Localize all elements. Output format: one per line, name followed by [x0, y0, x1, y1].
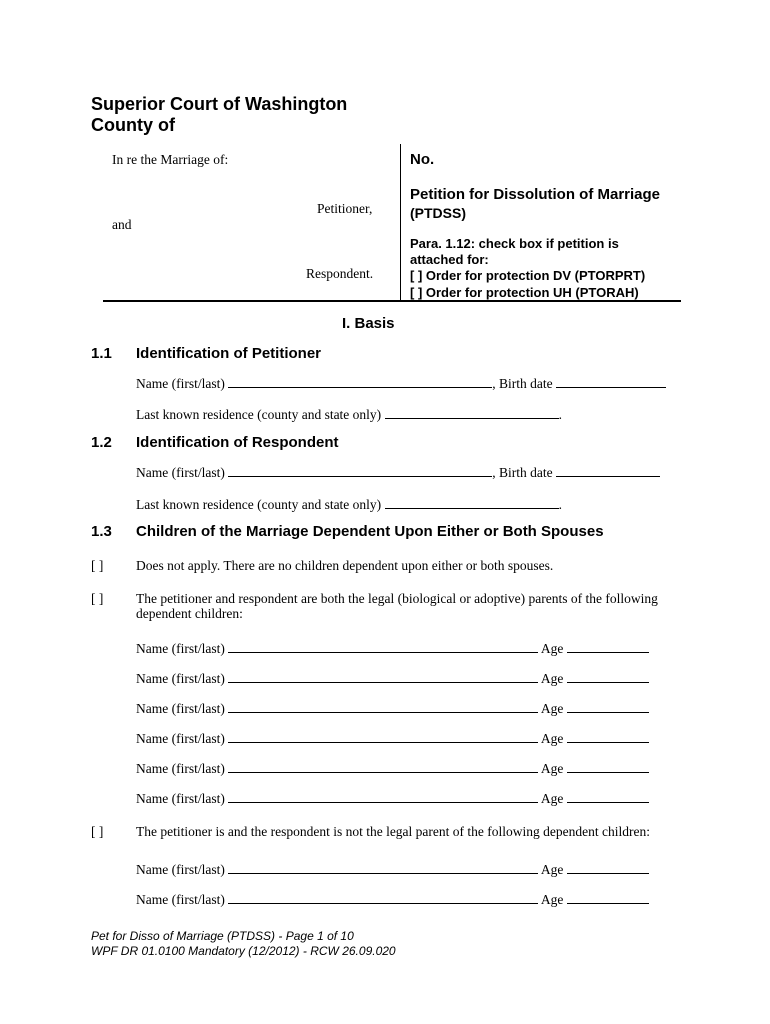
child-name-label: Name (first/last) — [136, 701, 225, 716]
child-name-label: Name (first/last) — [136, 761, 225, 776]
child-age-field[interactable] — [567, 730, 649, 743]
respondent-name-label: Name (first/last) — [136, 465, 225, 480]
section-1-2-title: Identification of Respondent — [136, 434, 339, 451]
respondent-residence-label: Last known residence (county and state only) — [136, 497, 382, 512]
child-name-label: Name (first/last) — [136, 671, 225, 686]
child-name-field[interactable] — [228, 640, 538, 653]
child-name-field[interactable] — [228, 700, 538, 713]
respondent-birth-label: , Birth date — [492, 465, 553, 480]
child-row — [136, 640, 649, 670]
child-row — [136, 891, 649, 921]
checkbox-both-parents[interactable]: [ ] — [91, 591, 104, 606]
document-code: (PTDSS) — [410, 205, 466, 221]
period: . — [558, 497, 562, 512]
child-age-field[interactable] — [567, 790, 649, 803]
child-age-field[interactable] — [567, 891, 649, 904]
court-header — [91, 94, 347, 136]
child-row — [136, 730, 649, 760]
option-protection-uh[interactable]: [ ] Order for protection UH (PTORAH) — [410, 285, 639, 300]
court-name: Superior Court of Washington — [91, 94, 348, 114]
case-number-label: No. — [410, 151, 435, 168]
footer-line-1: Pet for Disso of Marriage (PTDSS) - Page 1 of 10 — [91, 929, 354, 943]
and-label: and — [112, 217, 132, 232]
petitioner-name-row — [136, 375, 666, 392]
para-note-2: attached for: — [410, 252, 489, 267]
child-age-label: Age — [540, 892, 564, 907]
section-1-1-number: 1.1 — [91, 345, 112, 362]
child-name-field[interactable] — [228, 760, 538, 773]
petitioner-residence-row — [136, 406, 562, 423]
child-age-label: Age — [540, 671, 564, 686]
petitioner-residence-field[interactable] — [385, 406, 559, 419]
petitioner-birth-label: , Birth date — [492, 376, 553, 391]
option-petitioner-only: The petitioner is and the respondent is not the legal parent of the following dependent children: — [136, 824, 650, 839]
section-1-1-title: Identification of Petitioner — [136, 345, 322, 362]
checkbox-does-not-apply[interactable]: [ ] — [91, 558, 104, 573]
child-age-field[interactable] — [567, 670, 649, 683]
caption-divider-vertical — [400, 144, 401, 300]
child-age-label: Age — [540, 761, 564, 776]
child-name-label: Name (first/last) — [136, 731, 225, 746]
child-row — [136, 760, 649, 790]
child-name-field[interactable] — [228, 790, 538, 803]
respondent-name-row — [136, 464, 660, 481]
child-age-field[interactable] — [567, 760, 649, 773]
child-name-label: Name (first/last) — [136, 892, 225, 907]
child-name-label: Name (first/last) — [136, 641, 225, 656]
caption-divider-horizontal — [103, 300, 681, 302]
child-age-label: Age — [540, 791, 564, 806]
section-1-3-title: Children of the Marriage Dependent Upon Either or Both Spouses — [136, 523, 604, 540]
option-both-parents-line2: dependent children: — [136, 606, 243, 621]
child-name-label: Name (first/last) — [136, 862, 225, 877]
petitioner-birth-field[interactable] — [556, 375, 666, 388]
county-label: County of — [91, 115, 175, 135]
para-note: Para. 1.12: check box if petition is — [410, 236, 619, 251]
checkbox-petitioner-only[interactable]: [ ] — [91, 824, 104, 839]
child-row — [136, 670, 649, 700]
child-age-field[interactable] — [567, 861, 649, 874]
child-name-field[interactable] — [228, 861, 538, 874]
page-footer — [91, 929, 396, 959]
children-list-petitioner — [136, 861, 649, 921]
respondent-residence-row — [136, 496, 562, 513]
child-name-field[interactable] — [228, 730, 538, 743]
child-row — [136, 700, 649, 730]
respondent-name-field[interactable] — [228, 464, 492, 477]
section-1-2-number: 1.2 — [91, 434, 112, 451]
child-age-label: Age — [540, 641, 564, 656]
document-title: Petition for Dissolution of Marriage — [410, 186, 661, 203]
child-age-label: Age — [540, 862, 564, 877]
option-protection-dv[interactable]: [ ] Order for protection DV (PTORPRT) — [410, 268, 646, 283]
child-row — [136, 861, 649, 891]
child-age-field[interactable] — [567, 700, 649, 713]
section-1-3-number: 1.3 — [91, 523, 112, 540]
child-age-label: Age — [540, 701, 564, 716]
respondent-birth-field[interactable] — [556, 464, 660, 477]
child-name-field[interactable] — [228, 670, 538, 683]
child-name-label: Name (first/last) — [136, 791, 225, 806]
petitioner-name-field[interactable] — [228, 375, 492, 388]
footer-line-2: WPF DR 01.0100 Mandatory (12/2012) - RCW 26.09.020 — [91, 944, 396, 958]
petitioner-residence-label: Last known residence (county and state only) — [136, 407, 382, 422]
option-does-not-apply: Does not apply. There are no children dependent upon either or both spouses. — [136, 558, 554, 573]
child-row — [136, 790, 649, 820]
child-age-field[interactable] — [567, 640, 649, 653]
respondent-label: Respondent. — [306, 266, 374, 281]
in-re-label: In re the Marriage of: — [112, 152, 229, 167]
child-age-label: Age — [540, 731, 564, 746]
children-list-both — [136, 640, 649, 820]
respondent-residence-field[interactable] — [385, 496, 559, 509]
option-both-parents-line1: The petitioner and respondent are both the legal (biological or adoptive) parents of the following — [136, 591, 658, 606]
basis-heading: I. Basis — [342, 315, 395, 332]
child-name-field[interactable] — [228, 891, 538, 904]
petitioner-label: Petitioner, — [317, 201, 373, 216]
period: . — [558, 407, 562, 422]
petitioner-name-label: Name (first/last) — [136, 376, 225, 391]
